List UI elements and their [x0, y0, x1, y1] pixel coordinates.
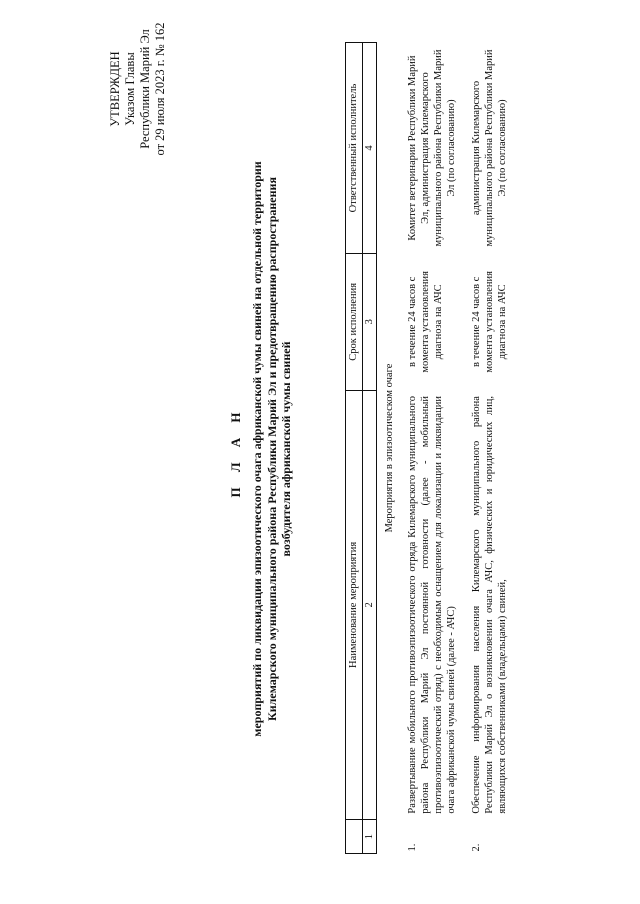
- table-header-row: [346, 43, 363, 854]
- approval-line-1: УТВЕРЖДЕН: [108, 51, 122, 127]
- row-name: Развертывание мобильного противоэпизоотического отряда Килемарского муниципального района Республики Марий Эл постоянной готовности (далее - мобильный противоэпизоотический отряд) с необходимым оснащением для локализации и ликвидации очага африканской чумы свиней (далее - АЧС): [407, 396, 457, 814]
- header-num: [346, 820, 363, 854]
- row-deadline: в течение 24 часов с момента установления диагноза на АЧС: [407, 271, 444, 373]
- table-row: [466, 43, 517, 854]
- column-number-3: 3: [363, 254, 377, 391]
- subtitle-line-2: Килемарского муниципального района Республики Марий Эл и предотвращению распространения: [264, 177, 279, 721]
- approval-line-4: от 29 июля 2023 г. № 162: [153, 22, 167, 156]
- header-responsible: Ответственный исполнитель: [346, 43, 363, 254]
- column-number-4: 4: [363, 43, 377, 254]
- row-number: 2.: [471, 843, 482, 852]
- section-row: [377, 43, 403, 854]
- row-number: 1.: [407, 843, 418, 852]
- header-deadline: Срок исполнения: [346, 254, 363, 391]
- row-deadline: в течение 24 часов с момента установления диагноза на АЧС: [471, 271, 508, 373]
- subtitle-line-1: мероприятий по ликвидации эпизоотического очага африканской чумы свиней на отдельной территории: [250, 161, 264, 737]
- row-name: Обеспечение информирования населения Килемарского муниципального района Республики Марий Эл о возникновении очага АЧС, физических и юридических лиц, являющихся собственниками (владельцами) свиней,: [471, 396, 508, 814]
- subtitle-line-3: возбудителя африканской чумы свиней: [279, 341, 293, 557]
- header-name: Наименование мероприятия: [346, 390, 363, 820]
- column-number-1: 1: [363, 820, 377, 854]
- document-subtitle: [250, 144, 294, 754]
- row-responsible: Комитет ветеринарии Республики Марий Эл, администрация Килемарского муниципального района Республики Марий Эл (по согласованию): [407, 49, 457, 247]
- approval-line-2: Указом Главы: [123, 52, 137, 126]
- column-numbers-row: [363, 43, 377, 854]
- column-number-2: 2: [363, 390, 377, 820]
- section-title: Мероприятия в эпизоотическом очаге: [384, 363, 395, 533]
- approval-stamp: [108, 0, 168, 189]
- document-title: П Л А Н: [228, 406, 243, 498]
- row-responsible: администрация Килемарского муниципального района Республики Марий Эл (по согласованию): [471, 49, 508, 247]
- plan-table: [345, 42, 517, 854]
- approval-line-3: Республики Марий Эл: [138, 29, 152, 149]
- table-row: [402, 43, 466, 854]
